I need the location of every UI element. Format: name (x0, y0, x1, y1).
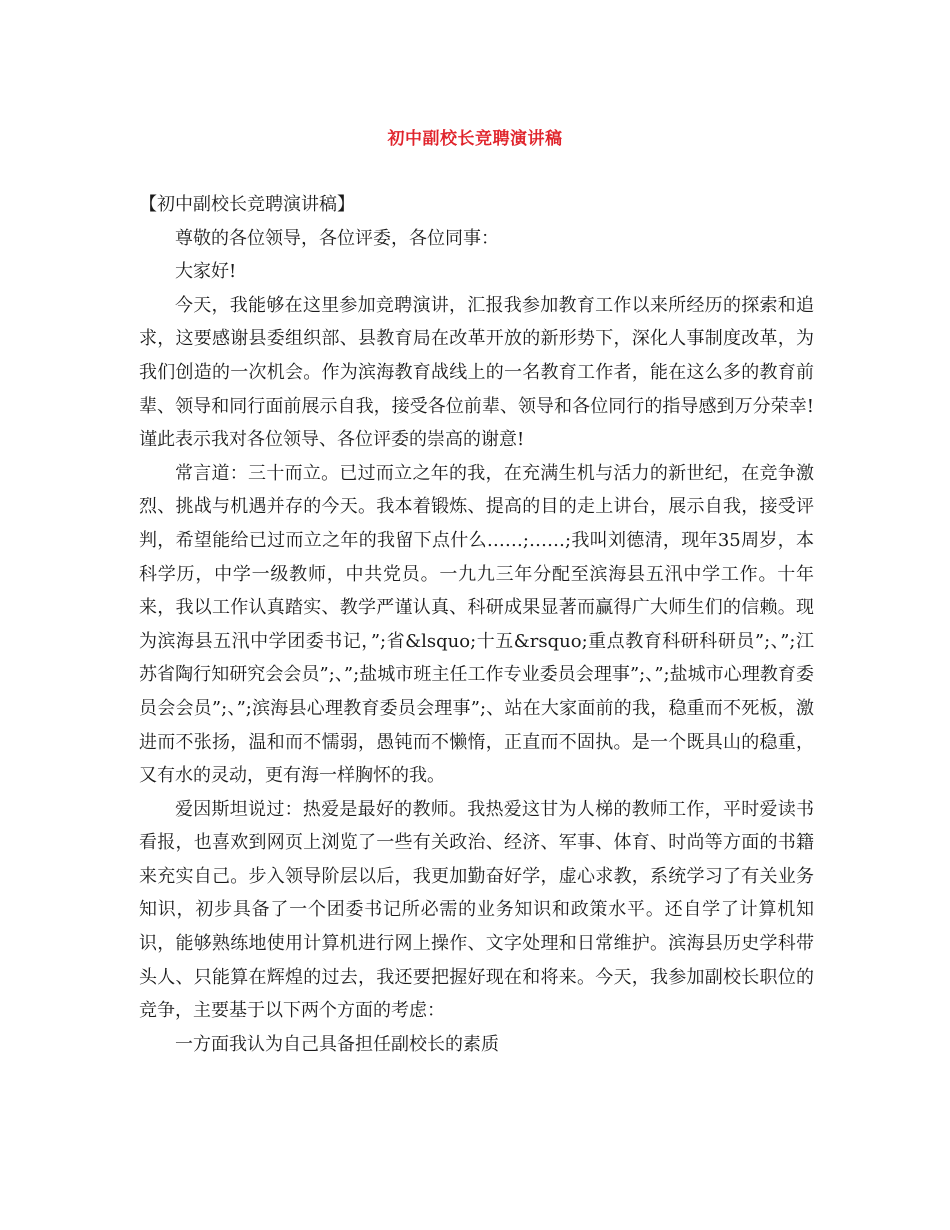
paragraph-self-introduction: 常言道：三十而立。已过而立之年的我，在充满生机与活力的新世纪，在竞争激烈、挑战与机遇并存的今天。我本着锻炼、提高的目的走上讲台，展示自我，接受评判，希望能给已过而立之年的我留下点什么……;……;我叫刘德清，现年35周岁，本科学历，中学一级教师，中共党员。一九九三年分配至滨海县五汛中学工作。十年来，我以工作认真踏实、教学严谨认真、科研成果显著而赢得广大师生们的信赖。现为滨海县五汛中学团委书记，”;省&lsquo;十五&rsquo;重点教育科研科研员”;、”;江苏省陶行知研究会会员”;、”;盐城市班主任工作专业委员会理事”;、”;盐城市心理教育委员会会员”;、”;滨海县心理教育委员会理事”;、站在大家面前的我，稳重而不死板，激进而不张扬，温和而不懦弱，愚钝而不懒惰，正直而不固执。是一个既具山的稳重，又有水的灵动，更有海一样胸怀的我。 (139, 462, 814, 787)
document-title: 初中副校长竞聘演讲稿 (387, 129, 563, 149)
document-body (139, 188, 814, 1061)
paragraph-greeting: 大家好! (175, 261, 237, 283)
paragraph-salutation: 尊敬的各位领导，各位评委，各位同事： (175, 227, 499, 249)
paragraph-love-of-teaching: 爱因斯坦说过：热爱是最好的教师。我热爱这甘为人梯的教师工作，平时爱读书看报，也喜欢到网页上浏览了一些有关政治、经济、军事、体育、时尚等方面的书籍来充实自己。步入领导阶层以后，我更加勤奋好学，虚心求教，系统学习了有关业务知识，初步具备了一个团委书记所必需的业务知识和政策水平。还自学了计算机知识，能够熟练地使用计算机进行网上操作、文字处理和日常维护。滨海县历史学科带头人、只能算在辉煌的过去，我还要把握好现在和将来。今天，我参加副校长职位的竞争，主要基于以下两个方面的考虑： (139, 798, 814, 1022)
document-heading: 【初中副校长竞聘演讲稿】 (139, 194, 355, 215)
paragraph-first-reason: 一方面我认为自己具备担任副校长的素质 (175, 1033, 499, 1055)
paragraph-introduction: 今天，我能够在这里参加竞聘演讲，汇报我参加教育工作以来所经历的探索和追求，这要感谢县委组织部、县教育局在改革开放的新形势下，深化人事制度改革，为我们创造的一次机会。作为滨海教育战线上的一名教育工作者，能在这么多的教育前辈、领导和同行面前展示自我，接受各位前辈、领导和各位同行的指导感到万分荣幸!谨此表示我对各位领导、各位评委的崇高的谢意! (139, 294, 814, 451)
